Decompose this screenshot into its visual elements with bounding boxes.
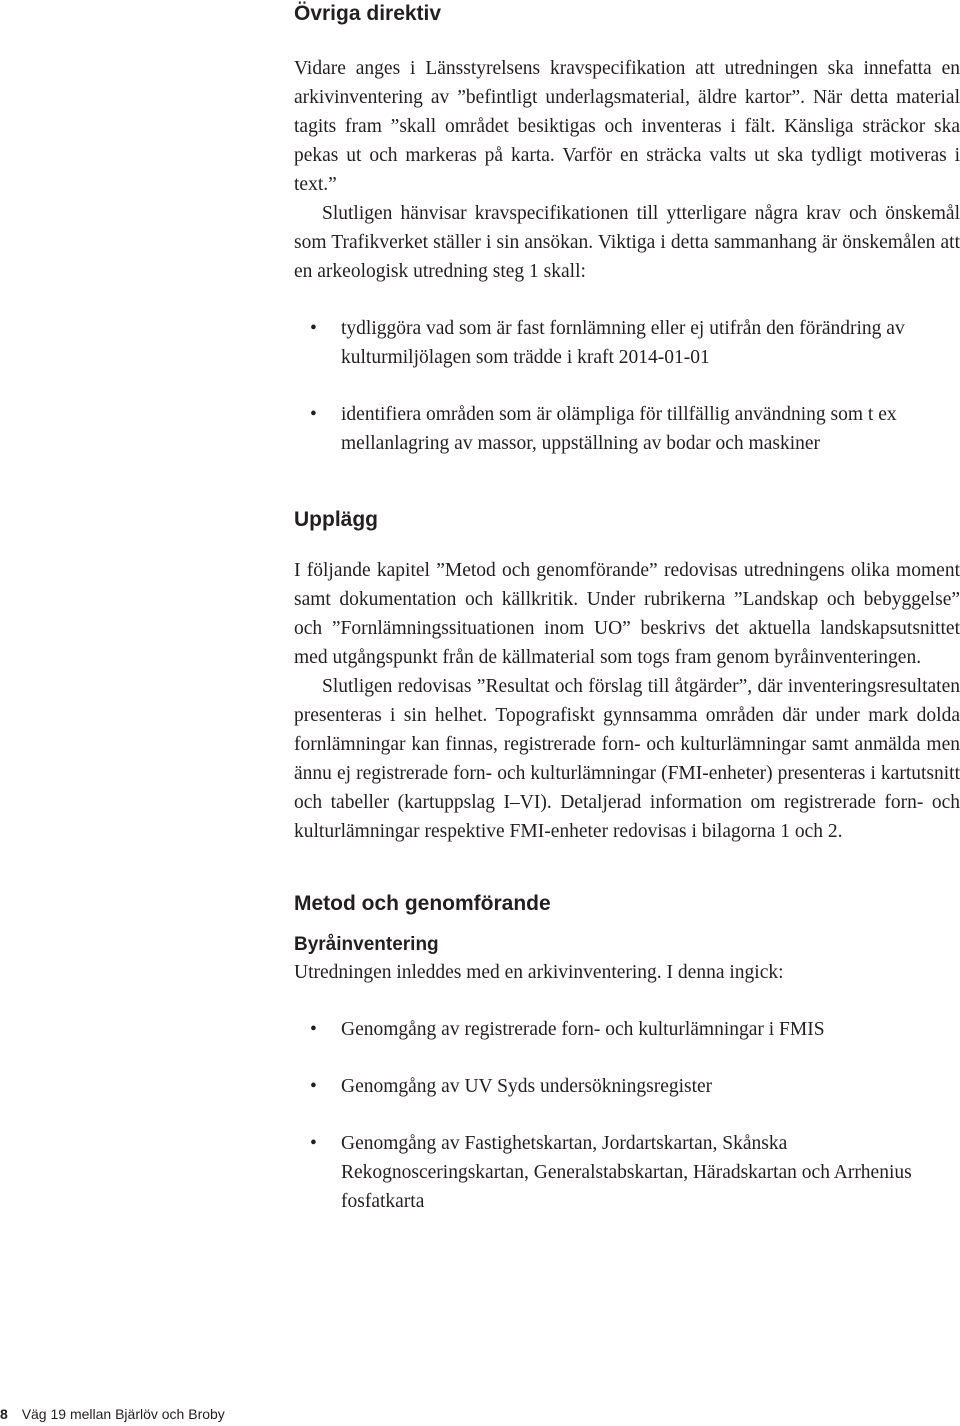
list-item-text: Genomgång av registrerade forn- och kulturlämningar i FMIS <box>341 1019 825 1040</box>
section-heading-ovriga-direktiv: Övriga direktiv <box>294 2 442 25</box>
list-item-text: Genomgång av Fastighetskartan, Jordartskartan, Skånska Rekognosceringskartan, Generalstabskartan, Häradskartan och Arrhenius fosfatkarta <box>341 1133 912 1212</box>
section-heading-metod: Metod och genomförande <box>294 892 551 915</box>
page-footer <box>0 1404 225 1424</box>
paragraph: Slutligen hänvisar kravspecifikationen till ytterligare några krav och önskemål som Trafikverket ställer i sin ansökan. Viktiga i detta sammanhang är önskemålen att en arkeologisk utredning steg 1 skall: <box>294 203 960 282</box>
page-number: 8 <box>0 1406 8 1422</box>
section-heading-upplagg: Upplägg <box>294 508 378 531</box>
paragraph: Slutligen redovisas ”Resultat och förslag till åtgärder”, där inventeringsresultaten presenteras i sin helhet. Topografiskt gynnsamma områden där under mark dolda fornlämningar kan finnas, registrerade forn- och kulturlämningar samt anmälda men ännu ej registrerade forn- och kulturlämningar (FMI-enheter) presenteras i kartutsnitt och tabeller (kartuppslag I–VI). Detaljerad information om registrerade forn- och kulturlämningar respektive FMI-enheter redovisas i bilagorna 1 och 2. <box>294 676 960 842</box>
subheading-byrainventering: Byråinventering <box>294 934 439 955</box>
list-item <box>294 1015 960 1044</box>
bullet-icon: • <box>310 318 317 339</box>
list-item <box>294 314 960 372</box>
paragraph: Vidare anges i Länsstyrelsens kravspecifikation att utredningen ska innefatta en arkivinventering av ”befintligt underlagsmaterial, äldre kartor”. När detta material tagits fram ”skall området besiktigas och inventeras i fält. Känsliga sträckor ska pekas ut och markeras på karta. Varför en sträcka valts ut ska tydligt motiveras i text.” <box>294 58 960 195</box>
list-item <box>294 400 960 458</box>
list-item-text: Genomgång av UV Syds undersökningsregister <box>341 1076 713 1097</box>
bullet-icon: • <box>310 1019 317 1040</box>
footer-title: Väg 19 mellan Bjärlöv och Broby <box>21 1406 225 1422</box>
page-body <box>294 0 960 1216</box>
list-item <box>294 1072 960 1101</box>
bullet-icon: • <box>310 1076 317 1097</box>
list-item <box>294 1129 960 1216</box>
list-item-text: identifiera områden som är olämpliga för tillfällig användning som t ex mellanlagring av massor, uppställning av bodar och maskiner <box>341 404 897 454</box>
bullet-icon: • <box>310 1133 317 1154</box>
paragraph: Utredningen inleddes med en arkivinventering. I denna ingick: <box>294 962 784 983</box>
paragraph: I följande kapitel ”Metod och genomförande” redovisas utredningens olika moment samt dokumentation och källkritik. Under rubrikerna ”Landskap och bebyggelse” och ”Fornlämningssituationen inom UO” beskrivs det aktuella landskapsutsnittet med utgångspunkt från de källmaterial som togs fram genom byråinventeringen. <box>294 560 960 668</box>
bullet-list <box>294 1015 960 1216</box>
list-item-text: tydliggöra vad som är fast fornlämning eller ej utifrån den förändring av kulturmiljölagen som trädde i kraft 2014-01-01 <box>341 318 905 368</box>
bullet-icon: • <box>310 404 317 425</box>
bullet-list <box>294 314 960 458</box>
